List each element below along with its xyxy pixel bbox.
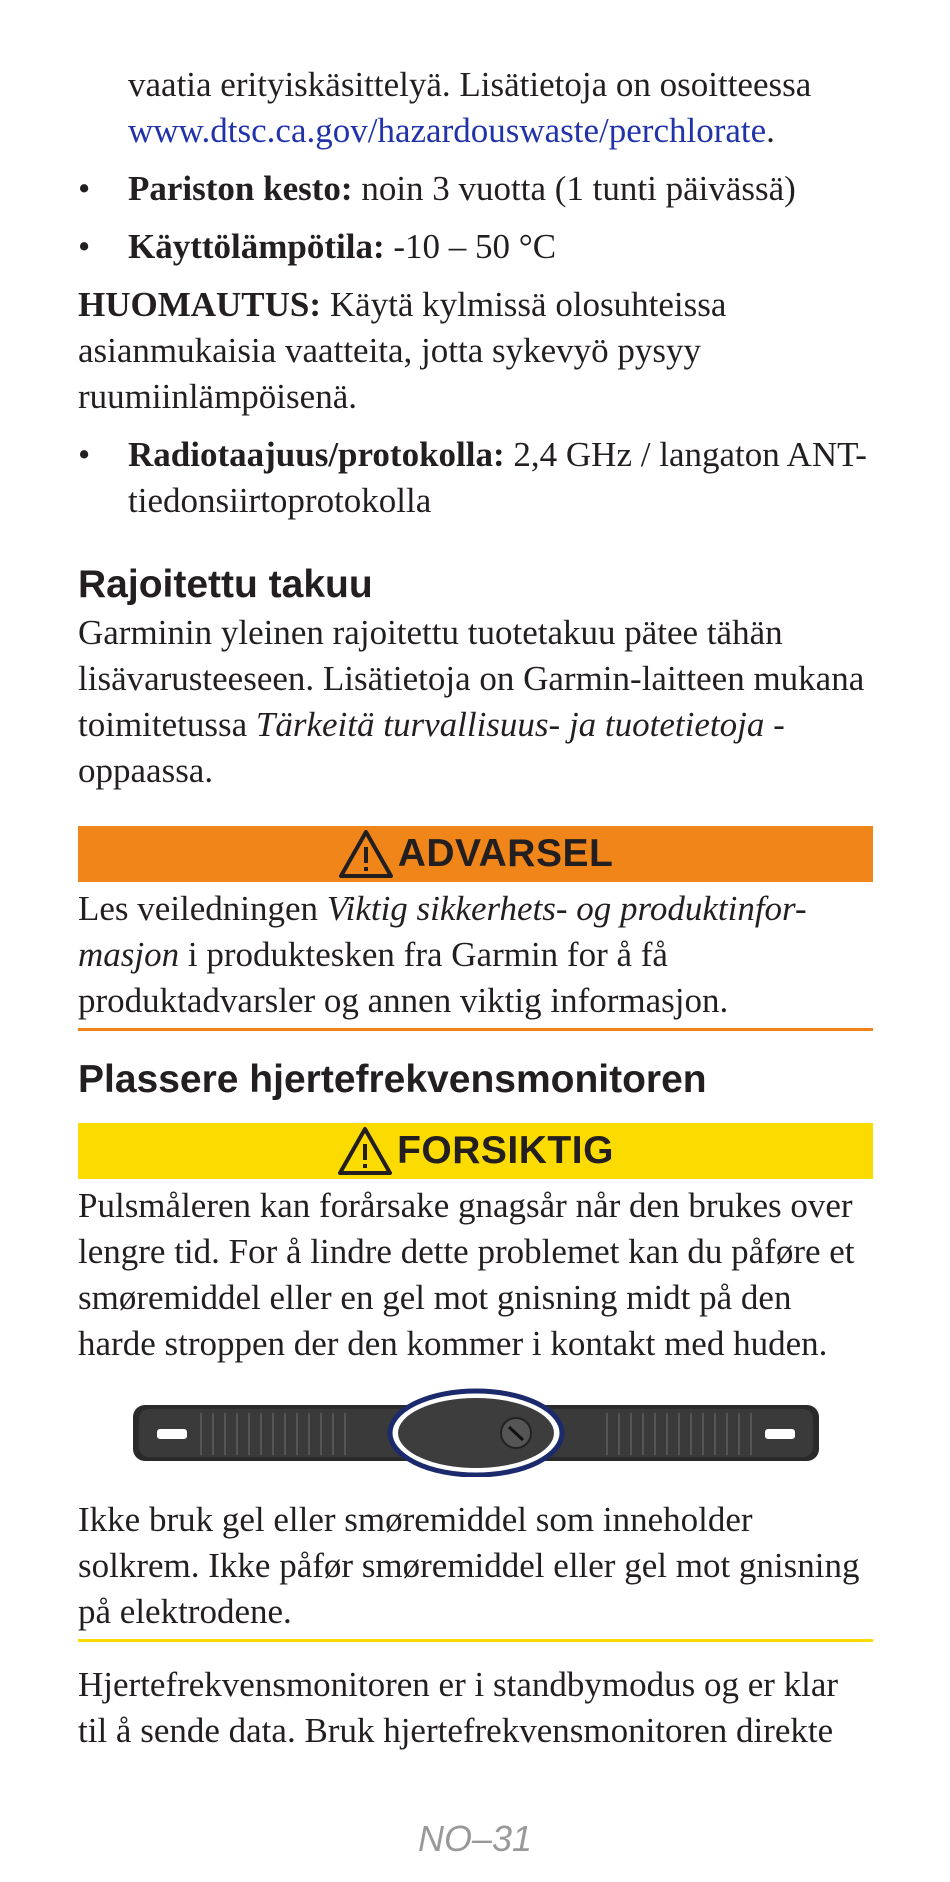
warning-guide-title: Viktig sikkerhets- og produktinfor-masjon	[78, 889, 807, 974]
battery-life-item	[78, 166, 873, 212]
warranty-text: Garminin yleinen rajoitettu tuotetakuu pätee tähän lisävarusteeseen. Lisätietoja on Garmin-laitteen mukana toimitetussa	[78, 613, 865, 744]
page-number: NO–31	[417, 1818, 533, 1859]
radio-frequency-value: 2,4 GHz / langaton ANT-tiedonsiirtoprotokolla	[128, 435, 867, 520]
operating-temp-label: Käyttölämpötila:	[128, 227, 385, 266]
warning-banner	[78, 826, 873, 882]
gel-warning-paragraph	[78, 1497, 873, 1635]
radio-frequency-item	[78, 432, 873, 524]
gel-warning-text: Ikke bruk gel eller smøremiddel som inneholder solkrem. Ikke påfør smøremiddel eller gel mot gnisning på elektrodene.	[78, 1500, 860, 1631]
bullet-icon: •	[78, 227, 91, 266]
placement-heading: Plassere hjertefrekvensmonitoren	[78, 1058, 707, 1101]
warranty-guide-title: Tärkeitä turvallisuus- ja tuotetietoja	[255, 705, 765, 744]
note-paragraph	[78, 282, 768, 420]
caution-paragraph	[78, 1183, 873, 1367]
intro-paragraph	[78, 62, 873, 154]
intro-url-suffix: .	[766, 111, 775, 150]
warranty-text-end: -oppaassa.	[78, 705, 785, 790]
warning-triangle-icon	[338, 829, 394, 879]
battery-life-label: Pariston kesto:	[128, 169, 353, 208]
note-text: Käytä kylmissä olosuhteissa asianmukaisia vaatteita, jotta sykevyö pysyy ruumiinlämpöisenä.	[78, 285, 727, 416]
battery-life-value: noin 3 vuotta (1 tunti päivässä)	[352, 169, 796, 208]
caution-divider	[78, 1639, 873, 1642]
warning-divider	[78, 1028, 873, 1031]
caution-banner	[78, 1123, 873, 1179]
perchlorate-link[interactable]: www.dtsc.ca.gov/hazardouswaste/perchlorate	[128, 111, 767, 150]
warranty-paragraph	[78, 610, 873, 794]
heart-rate-strap-image	[131, 1387, 821, 1477]
warning-title: ADVARSEL	[397, 832, 614, 875]
document-page	[78, 62, 873, 1754]
standby-paragraph	[78, 1662, 873, 1754]
caution-text: Pulsmåleren kan forårsake gnagsår når den brukes over lengre tid. For å lindre dette problemet kan du påføre et smøremiddel eller en gel mot gnisning midt på den harde stroppen der den kommer i kontakt med huden.	[78, 1186, 855, 1363]
caution-title: FORSIKTIG	[397, 1129, 614, 1172]
operating-temp-value: -10 – 50 °C	[384, 227, 557, 266]
caution-triangle-icon	[337, 1126, 393, 1176]
radio-frequency-label: Radiotaajuus/protokolla:	[128, 435, 505, 474]
standby-text: Hjertefrekvensmonitoren er i standbymodus og er klar til å sende data. Bruk hjertefrekvensmonitoren direkte	[78, 1665, 839, 1750]
warning-paragraph	[78, 886, 873, 1024]
warranty-heading: Rajoitettu takuu	[78, 563, 373, 606]
note-label: HUOMAUTUS:	[78, 285, 322, 324]
warning-text-end: i produktesken fra Garmin for å få produktadvarsler og annen viktig informasjon.	[78, 935, 729, 1020]
warning-text: Les veiledningen	[78, 889, 327, 928]
operating-temp-item	[78, 224, 873, 270]
bullet-icon: •	[78, 169, 91, 208]
intro-text: vaatia erityiskäsittelyä. Lisätietoja on osoitteessa	[128, 65, 812, 104]
bullet-icon: •	[78, 435, 91, 474]
